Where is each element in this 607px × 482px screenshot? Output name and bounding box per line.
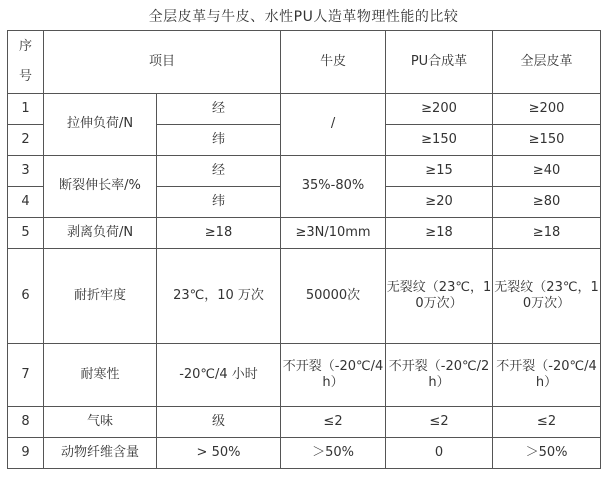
pu-value: ≤2 xyxy=(386,407,493,438)
header-row xyxy=(8,31,601,94)
pu-value: 不开裂（-20℃/2h） xyxy=(386,344,493,407)
full-leather-value: ＞50% xyxy=(493,438,601,469)
table-row xyxy=(8,94,601,125)
sub-condition: 经 xyxy=(157,156,281,187)
cowhide-value: / xyxy=(281,94,386,156)
table-row xyxy=(8,156,601,187)
test-condition: > 50% xyxy=(157,438,281,469)
pu-value: ≥15 xyxy=(386,156,493,187)
row-seq: 4 xyxy=(8,187,44,218)
row-seq: 5 xyxy=(8,218,44,249)
header-pu: PU合成革 xyxy=(386,31,493,94)
cowhide-value: 35%-80% xyxy=(281,156,386,218)
table-title: 全层皮革与牛皮、水性PU人造革物理性能的比较 xyxy=(148,9,459,25)
property-name: 拉伸负荷/N xyxy=(44,94,157,156)
comparison-table xyxy=(7,30,601,469)
property-name: 耐寒性 xyxy=(44,344,157,407)
row-seq: 3 xyxy=(8,156,44,187)
full-leather-value: ≥40 xyxy=(493,156,601,187)
sub-condition: 经 xyxy=(157,94,281,125)
pu-value: ≥20 xyxy=(386,187,493,218)
row-seq: 1 xyxy=(8,94,44,125)
full-leather-value: 无裂纹（23℃，10万次） xyxy=(493,249,601,344)
row-seq: 7 xyxy=(8,344,44,407)
full-leather-value: 不开裂（-20℃/4h） xyxy=(493,344,601,407)
pu-value: 无裂纹（23℃，10万次） xyxy=(386,249,493,344)
pu-value: ≥200 xyxy=(386,94,493,125)
full-leather-value: ≥18 xyxy=(493,218,601,249)
full-leather-value: ≤2 xyxy=(493,407,601,438)
header-seq-line-2: 号 xyxy=(18,69,32,84)
full-leather-value: ≥150 xyxy=(493,125,601,156)
cowhide-value: ≥3N/10mm xyxy=(281,218,386,249)
header-full-leather: 全层皮革 xyxy=(493,31,601,94)
test-condition: 23℃，10 万次 xyxy=(157,249,281,344)
cowhide-value: ≤2 xyxy=(281,407,386,438)
pu-value: 0 xyxy=(386,438,493,469)
pu-value: ≥18 xyxy=(386,218,493,249)
row-seq: 6 xyxy=(8,249,44,344)
test-condition: ≥18 xyxy=(157,218,281,249)
header-item: 项目 xyxy=(44,31,281,94)
property-name: 耐折牢度 xyxy=(44,249,157,344)
row-seq: 9 xyxy=(8,438,44,469)
property-name: 气味 xyxy=(44,407,157,438)
property-name: 断裂伸长率/% xyxy=(44,156,157,218)
full-leather-value: ≥200 xyxy=(493,94,601,125)
full-leather-value: ≥80 xyxy=(493,187,601,218)
cowhide-value: 50000次 xyxy=(281,249,386,344)
table-row xyxy=(8,344,601,407)
table-row xyxy=(8,438,601,469)
cowhide-value: 不开裂（-20℃/4h） xyxy=(281,344,386,407)
pu-value: ≥150 xyxy=(386,125,493,156)
cowhide-value: ＞50% xyxy=(281,438,386,469)
header-seq xyxy=(8,31,44,94)
property-name: 剥离负荷/N xyxy=(44,218,157,249)
table-row xyxy=(8,249,601,344)
header-cowhide: 牛皮 xyxy=(281,31,386,94)
row-seq: 8 xyxy=(8,407,44,438)
header-seq-line-1: 序 xyxy=(18,39,32,54)
row-seq: 2 xyxy=(8,125,44,156)
test-condition: 级 xyxy=(157,407,281,438)
test-condition: -20℃/4 小时 xyxy=(157,344,281,407)
table-row xyxy=(8,407,601,438)
sub-condition: 纬 xyxy=(157,187,281,218)
sub-condition: 纬 xyxy=(157,125,281,156)
table-row xyxy=(8,218,601,249)
property-name: 动物纤维含量 xyxy=(44,438,157,469)
